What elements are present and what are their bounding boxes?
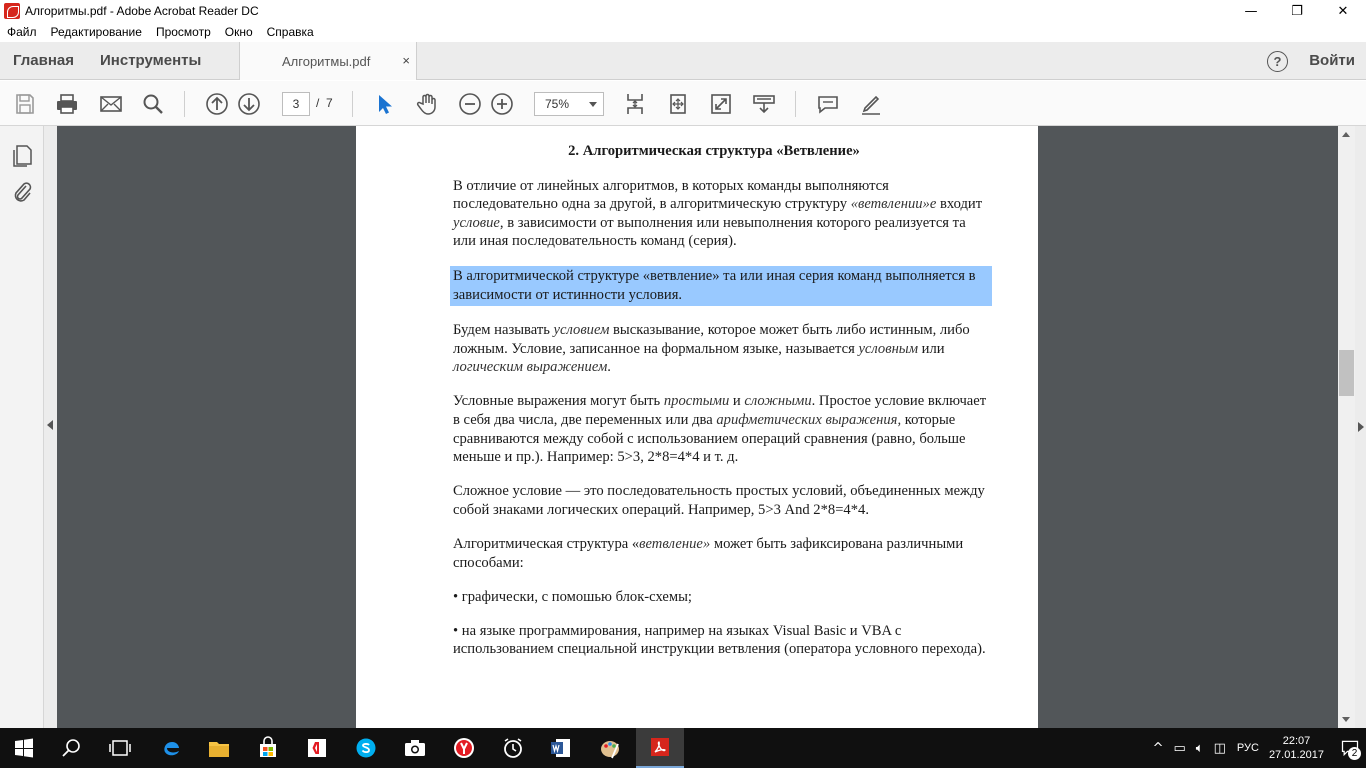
collapse-left-pane-button[interactable] — [44, 126, 57, 728]
zoom-out-icon[interactable] — [457, 91, 483, 117]
text: может быть зафиксирована различными способами: — [453, 536, 964, 571]
italic-text: условие — [453, 214, 500, 231]
notification-count: 2 — [1348, 747, 1361, 760]
vertical-scrollbar[interactable] — [1338, 126, 1355, 728]
highlighted-paragraph[interactable]: В алгоритмической структуре «ветвление» та или иная серия команд выполняется в зависимости от истинности условия. — [450, 266, 992, 305]
text: входит — [936, 196, 983, 213]
scroll-up-icon[interactable] — [1342, 132, 1350, 137]
paragraph-1 — [453, 177, 991, 251]
text: . — [607, 359, 611, 376]
tab-tools[interactable]: Инструменты — [100, 52, 202, 69]
zoom-in-icon[interactable] — [489, 91, 515, 117]
search-taskbar-icon[interactable] — [48, 728, 96, 768]
network-icon[interactable]: ◫ — [1213, 740, 1226, 756]
chevron-up-icon[interactable]: ^ — [1152, 740, 1164, 756]
word-icon[interactable] — [537, 728, 585, 768]
toolbar-separator — [795, 91, 796, 117]
paragraph-3 — [453, 321, 991, 377]
navigation-pane — [0, 126, 44, 728]
acrobat-app-icon[interactable] — [4, 3, 20, 19]
maximize-button[interactable]: ❐ — [1291, 3, 1303, 19]
text: Будем называть — [453, 322, 554, 339]
title-bar — [0, 0, 1366, 22]
clock-date: 27.01.2017 — [1268, 749, 1324, 761]
bullet-item-2: • на языке программирования, например на языках Visual Basic и VBA с использованием специальной инструкции ветвления (оператора условного перехода). — [453, 622, 986, 658]
scroll-thumb[interactable] — [1339, 350, 1354, 396]
system-tray — [1148, 728, 1366, 768]
read-mode-icon[interactable] — [751, 91, 777, 117]
yandex-browser-icon[interactable] — [440, 728, 488, 768]
clock-time: 22:07 — [1282, 735, 1311, 747]
paint-icon[interactable] — [586, 728, 634, 768]
search-icon[interactable] — [140, 91, 166, 117]
pdf-page — [356, 126, 1038, 728]
text: . Простое условие включает в себя два числа, две переменных или два — [453, 393, 987, 429]
close-tab-icon[interactable]: × — [402, 53, 410, 68]
full-screen-icon[interactable] — [708, 91, 734, 117]
toolbar — [0, 81, 1366, 126]
zoom-select[interactable] — [534, 92, 604, 116]
menu-edit[interactable]: Редактирование — [50, 25, 142, 39]
previous-page-icon[interactable] — [204, 91, 230, 117]
chevron-down-icon — [589, 102, 597, 107]
taskbar — [0, 728, 1366, 768]
italic-text: логическим выражением — [453, 359, 608, 376]
print-icon[interactable] — [54, 91, 80, 117]
italic-text: условным — [858, 340, 919, 357]
menu-help[interactable]: Справка — [266, 25, 314, 39]
select-cursor-icon[interactable] — [371, 91, 397, 117]
text: высказывание, которое может быть либо истинным, либо ложным. Условие, записанное на формальном языке, называется — [453, 322, 970, 357]
camera-app-icon[interactable] — [391, 728, 439, 768]
document-tab-label: Алгоритмы.pdf — [282, 53, 371, 69]
action-center-icon[interactable] — [1334, 728, 1366, 768]
windows-logo-icon — [12, 736, 36, 760]
toolbar-separator — [184, 91, 185, 117]
page-number-input[interactable]: 3 — [282, 92, 310, 116]
minimize-button[interactable]: — — [1244, 3, 1258, 19]
zoom-value: 75% — [545, 97, 570, 111]
menu-file[interactable]: Файл — [7, 25, 37, 39]
chevron-left-icon — [47, 420, 53, 430]
tab-document[interactable] — [239, 42, 417, 80]
store-icon[interactable] — [244, 728, 292, 768]
alarm-clock-icon[interactable] — [489, 728, 537, 768]
task-view-icon[interactable] — [96, 728, 144, 768]
paragraph-6 — [453, 535, 991, 572]
text: В отличие от линейных алгоритмов, в которых команды выполняются последовательно одна за другой, в алгоритмическую структуру — [453, 177, 889, 213]
battery-icon[interactable]: ▭ — [1173, 740, 1186, 756]
hand-tool-icon[interactable] — [414, 91, 440, 117]
text: Условные выражения могут быть — [453, 393, 664, 410]
window-title: Алгоритмы.pdf - Adobe Acrobat Reader DC — [25, 4, 259, 18]
file-explorer-icon[interactable] — [195, 728, 243, 768]
section-heading: 2. Алгоритмическая структура «Ветвление» — [568, 143, 860, 159]
italic-text: ветвление» — [639, 536, 711, 552]
menu-view[interactable]: Просмотр — [155, 25, 211, 39]
text: которые сравниваются между собой с использованием операций сравнения (равно, больше меньше и пр.). Например: 5>3, 2*8=4*4 и т. д. — [453, 412, 966, 466]
start-button[interactable] — [0, 728, 48, 768]
text: или — [918, 340, 945, 357]
save-icon[interactable] — [12, 91, 38, 117]
sign-in-button[interactable]: Войти — [1309, 52, 1355, 69]
text: и — [729, 393, 745, 410]
italic-text: сложными — [744, 393, 812, 410]
expand-right-pane-button[interactable] — [1355, 126, 1366, 728]
paragraph-4 — [453, 392, 991, 466]
window-controls — [1228, 0, 1366, 22]
menu-window[interactable]: Окно — [224, 25, 253, 39]
bullet-item-1: • графически, с помошью блок-схемы; — [453, 588, 692, 605]
page-separator: / — [316, 96, 320, 110]
skype-icon[interactable] — [342, 728, 390, 768]
next-page-icon[interactable] — [236, 91, 262, 117]
italic-text: «ветвлении»е — [850, 196, 937, 213]
page-total — [316, 96, 333, 110]
edge-browser-icon[interactable] — [147, 728, 195, 768]
fit-page-icon[interactable] — [665, 91, 691, 117]
language-indicator[interactable]: РУС — [1236, 742, 1259, 754]
document-view[interactable] — [57, 126, 1338, 728]
menu-bar — [0, 22, 1366, 42]
scrolling-mode-icon[interactable] — [622, 91, 648, 117]
acrobat-taskbar-icon[interactable] — [636, 728, 684, 768]
total-pages: 7 — [326, 96, 333, 110]
clock[interactable] — [1269, 734, 1324, 762]
paragraph-5: Сложное условие — это последовательность простых условий, объединенных между собой знаками логических операций. Например, 5>3 And 2*8=4*4. — [453, 483, 985, 518]
tab-bar — [0, 42, 1366, 80]
italic-text: простыми — [663, 393, 730, 410]
attachments-icon[interactable] — [11, 180, 33, 204]
chevron-right-icon — [1358, 422, 1364, 432]
yandex-icon[interactable] — [293, 728, 341, 768]
help-icon[interactable]: ? — [1267, 51, 1288, 72]
page-thumbnails-icon[interactable] — [11, 144, 33, 168]
page-content — [453, 142, 991, 674]
italic-text: арифметических выражения, — [716, 412, 902, 429]
email-icon[interactable] — [98, 91, 124, 117]
text: , в зависимости от выполнения или невыполнения которого реализуется та или иная последовательность команд (серия). — [453, 214, 966, 250]
highlight-pen-icon[interactable] — [858, 91, 884, 117]
volume-icon[interactable]: 🔈︎ — [1195, 740, 1204, 756]
tab-home[interactable]: Главная — [13, 52, 75, 69]
text: Алгоритмическая структура « — [453, 536, 640, 552]
close-button[interactable]: ✕ — [1337, 3, 1349, 19]
comment-icon[interactable] — [815, 91, 841, 117]
italic-text: условием — [553, 322, 610, 339]
scroll-down-icon[interactable] — [1342, 717, 1350, 722]
toolbar-separator — [352, 91, 353, 117]
